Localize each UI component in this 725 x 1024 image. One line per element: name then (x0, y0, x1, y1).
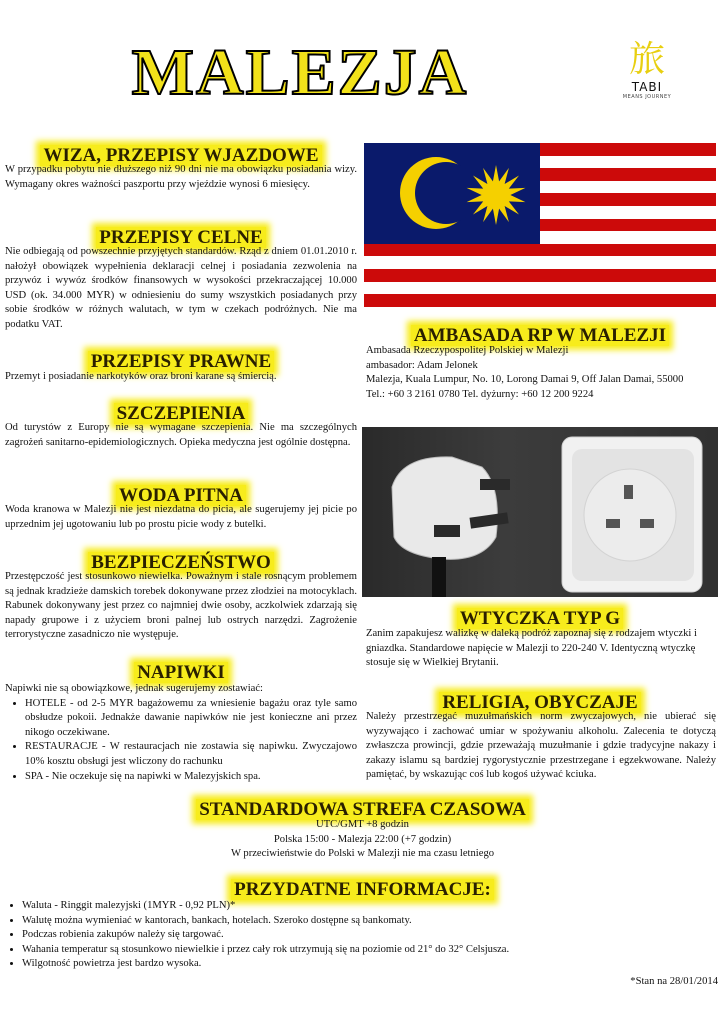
strefa-line: UTC/GMT +8 godzin (316, 819, 409, 830)
wtyczka-heading: WTYCZKA TYP G (362, 609, 718, 628)
strefa-line: Polska 15:00 - Malezja 22:00 (+7 godzin) (273, 833, 452, 845)
logo-brand: TABI (631, 80, 663, 94)
bezpieczenstwo-heading: BEZPIECZEŃSTWO (5, 553, 357, 572)
celne-heading: PRZEPISY CELNE (5, 228, 357, 247)
woda-text: Woda kranowa w Malezji nie jest niezdatna do picia, ale sugerujemy jej picie po uprzednim jej ugotowaniu lub po prostu picie wody z butelki. (5, 504, 357, 530)
przydatne-list (2, 899, 722, 972)
footnote: *Stan na 28/01/2014 (630, 976, 718, 987)
szczepienia-heading: SZCZEPIENIA (5, 404, 357, 423)
strefa-heading: STANDARDOWA STREFA CZASOWA (0, 800, 725, 819)
logo-glyph: 旅 (628, 39, 665, 80)
prawne-text: Przemyt i posiadanie narkotyków oraz broni karane są śmiercią. (5, 371, 277, 382)
list-item: • Walutę można wymieniać w kantorach, bankach, hotelach. Szeroko dostępne są bankomaty. (22, 914, 722, 929)
ambasada-line: Ambasada Rzeczypospolitej Polskiej w Malezji (366, 345, 569, 356)
list-item: • Wahania temperatur są stosunkowo niewielkie i przez cały rok utrzymują się na poziomie od 21° do 32° Celsjusza. (22, 943, 722, 958)
religia-heading: RELIGIA, OBYCZAJE (362, 693, 718, 712)
ambasada-line: Malezja, Kuala Lumpur, No. 10, Lorong Damai 9, Off Jalan Damai, 55000 (366, 374, 684, 386)
szczepienia-text: Od turystów z Europy nie są wymagane szczepienia. Nie ma szczególnych zagrożeń sanitarno-epidemiologicznych. Opieka medyczna jest ogólnie dostępna. (5, 422, 357, 448)
religia-text: Należy przestrzegać muzułmańskich norm zwyczajowych, nie ubierać się wyzywająco i zachować umiar w spożywaniu alkoholu. Zalecenia te dotyczą zwłaszcza prowincji, gdzie przeważają muzułmanie i gdzie tradycyjne nakazy i zakazy islamu są bardziej rygorystycznie przestrzegane i egzekwowane. Należy pamiętać, by wskazując coś lub kogoś używać kciuka. (366, 711, 716, 781)
flag-canton (364, 143, 540, 244)
plug-socket-photo (362, 427, 718, 597)
ambasada-text (366, 344, 716, 402)
wtyczka-text: Zanim zapakujesz walizkę w daleką podróż zapoznaj się z rodzajem wtyczki i gniazdka. Standardowe napięcie w Malezji to 220-240 V. Identyczną wtyczkę stosuje się w Wielkiej Brytanii. (366, 628, 697, 669)
crescent-star-icon (364, 143, 540, 244)
bezpieczenstwo-text: Przestępczość jest stosunkowo niewielka. Poważnym i stale rosnącym problemem są jednak kradzieże damskich torebek dokonywane przez złodziei na motocyklach. Rabunek dokonywany jest przez co najmniej dwie osoby, aczkolwiek zdarzają się napady grupowe i z użyciem broni palnej lub ostrych narzędzi. Zagrożenie terrorystyczne zasadniczo nie występuje. (5, 571, 357, 641)
przydatne-block (2, 899, 722, 972)
list-item: • RESTAURACJE - W restauracjach nie zostawia się napiwku. Zwyczajowo 10% kosztu obsługi jest wliczony do rachunku (25, 740, 357, 769)
wiza-heading: WIZA, PRZEPISY WJAZDOWE (5, 146, 357, 165)
prawne-heading: PRZEPISY PRAWNE (5, 352, 357, 371)
type-g-plug-icon (362, 427, 718, 597)
strefa-line: W przeciwieństwie do Polski w Malezji nie ma czasu letniego (230, 848, 495, 860)
napiwki-heading: NAPIWKI (5, 663, 357, 682)
celne-text: Nie odbiegają od powszechnie przyjętych standardów. Rząd z dniem 01.01.2010 r. nałożył obowiązek wypełnienia deklaracji celnej i posiadania zezwolenia na przywóz i wywóz środków finansowych w wysokości przekraczającej 10.000 USD (ok. 34.000 MYR) w odniesieniu do sumy wszystkich posiadanych przy sobie środków w różnych walutach, w tym w czekach podróżnych. Nie ma podatku VAT. (5, 246, 357, 330)
list-item: • Wilgotność powietrza jest bardzo wysoka. (22, 957, 722, 972)
malaysia-flag (364, 143, 716, 319)
list-item: • Podczas robienia zakupów należy się targować. (22, 928, 722, 943)
list-item: • HOTELE - od 2-5 MYR bagażowemu za wniesienie bagażu oraz tyle samo obsłudze pokoii. Jednakże dawanie napiwków nie jest konieczne ani przez nikogo oczekiwane. (25, 697, 357, 741)
page-title: MALEZJA (131, 36, 469, 109)
strefa-text (0, 818, 725, 862)
napiwki-list (5, 697, 357, 785)
ambasada-heading: AMBASADA RP W MALEZJI (362, 326, 718, 345)
ambasada-line: Tel.: +60 3 2161 0780 Tel. dyżurny: +60 12 200 9224 (366, 388, 594, 400)
wiza-text: W przypadku pobytu nie dłuższego niż 90 dni nie ma obowiązku posiadania wizy. Wymagany okres ważności paszportu przy wjeździe wynosi 6 miesięcy. (5, 164, 357, 190)
napiwki-block (5, 682, 357, 784)
napiwki-intro: Napiwki nie są obowiązkowe, jednak sugerujemy zostawiać: (5, 683, 263, 694)
woda-heading: WODA PITNA (5, 486, 357, 505)
ambasada-line: ambasador: Adam Jelonek (366, 359, 478, 371)
list-item: • SPA - Nie oczekuje się na napiwki w Malezyjskich spa. (25, 770, 357, 785)
logo-tagline: MEANS JOURNEY (622, 94, 672, 100)
list-item: • Waluta - Ringgit malezyjski (1MYR - 0,92 PLN)* (22, 899, 722, 914)
przydatne-heading: PRZYDATNE INFORMACJE: (0, 880, 725, 899)
tabi-logo (612, 39, 682, 100)
